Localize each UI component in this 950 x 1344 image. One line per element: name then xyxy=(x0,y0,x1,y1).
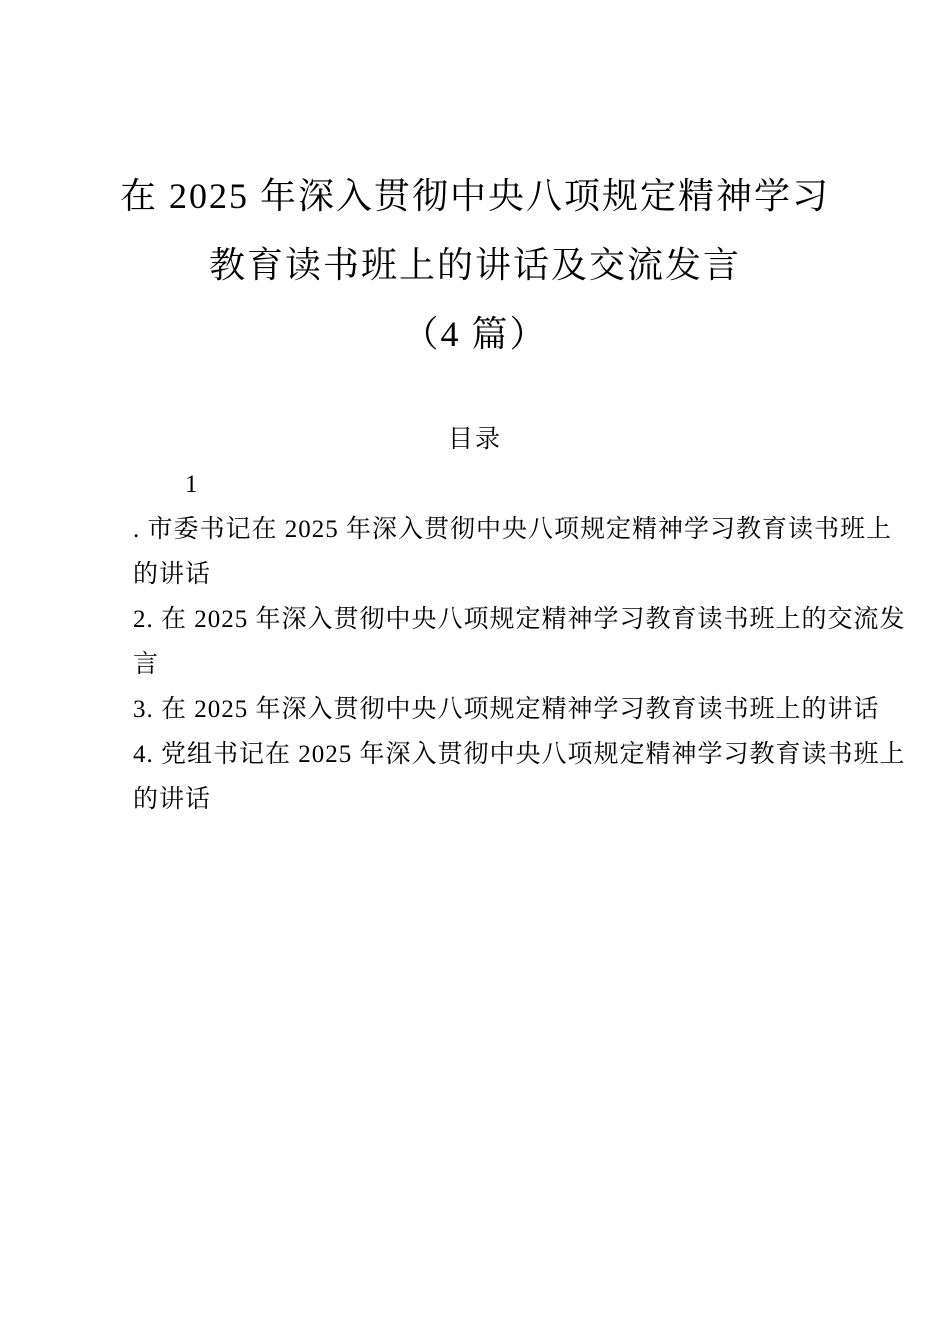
title-line-1: 在 2025 年深入贯彻中央八项规定精神学习 xyxy=(119,176,830,216)
table-of-contents xyxy=(133,417,906,822)
toc-item-1-line-2: 的讲话 xyxy=(133,561,212,588)
document-title xyxy=(0,162,950,369)
toc-item-4-line-1: 4. 党组书记在 2025 年深入贯彻中央八项规定精神学习教育读书班上 xyxy=(133,741,906,768)
title-line-2: 教育读书班上的讲话及交流发言 xyxy=(208,245,741,285)
toc-item-4-line-2: 的讲话 xyxy=(133,786,212,813)
toc-item-2-line-1: 2. 在 2025 年深入贯彻中央八项规定精神学习教育读书班上的交流发 xyxy=(133,606,906,633)
toc-heading: 目录 xyxy=(447,426,502,453)
toc-item-2 xyxy=(133,597,906,687)
toc-item-3 xyxy=(133,687,880,732)
toc-item-4 xyxy=(133,732,906,822)
toc-item-2-line-2: 言 xyxy=(133,651,160,678)
toc-item-1-number: 1 xyxy=(185,471,199,498)
toc-item-3-line-1: 3. 在 2025 年深入贯彻中央八项规定精神学习教育读书班上的讲话 xyxy=(133,696,880,723)
title-count-line: （4 篇） xyxy=(402,314,548,354)
toc-item-1 xyxy=(133,507,893,597)
toc-item-1-line-1: . 市委书记在 2025 年深入贯彻中央八项规定精神学习教育读书班上 xyxy=(133,516,893,543)
